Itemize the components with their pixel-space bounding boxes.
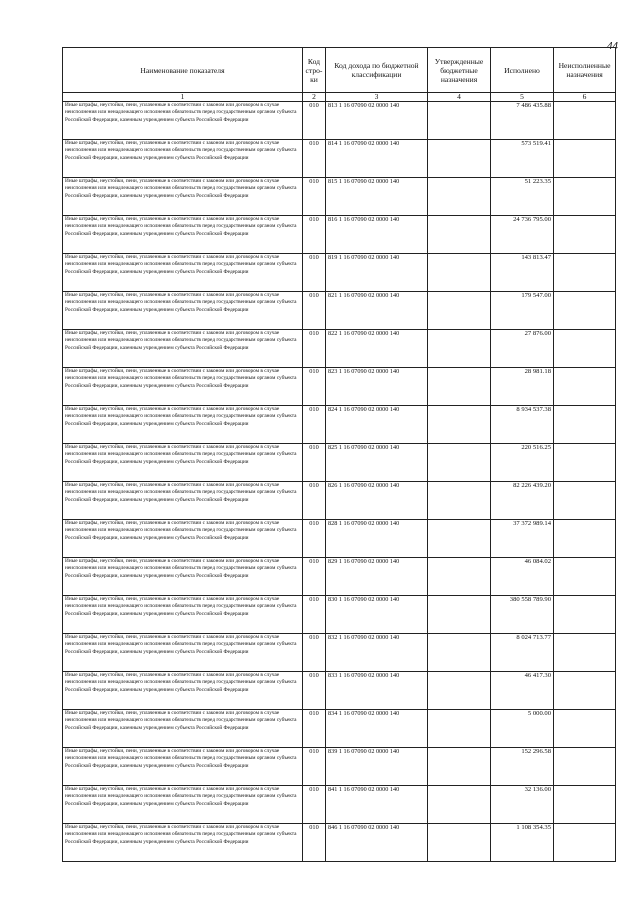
line-code-cell: 010 [303, 596, 326, 634]
indicator-name-cell: Иные штрафы, неустойки, пени, уплаченные в соответствии с законом или договором в случае неисполнения или ненадлежащего исполнения обязательств перед государственным органом субъекта Российской Федерации, казенным учреждением субъекта Российской Федерации [63, 292, 303, 330]
executed-amount-cell: 32 136.00 [491, 786, 554, 824]
line-code-cell: 010 [303, 634, 326, 672]
table-row [63, 520, 616, 558]
column-number: 2 [303, 93, 326, 102]
approved-cell [428, 292, 491, 330]
approved-cell [428, 786, 491, 824]
unexecuted-cell [554, 216, 616, 254]
income-code-cell: 815 1 16 07090 02 0000 140 [326, 178, 428, 216]
unexecuted-cell [554, 102, 616, 140]
header-unexecuted: Неисполненные назначения [554, 48, 616, 93]
indicator-name-cell: Иные штрафы, неустойки, пени, уплаченные в соответствии с законом или договором в случае неисполнения или ненадлежащего исполнения обязательств перед государственным органом субъекта Российской Федерации, казенным учреждением субъекта Российской Федерации [63, 140, 303, 178]
unexecuted-cell [554, 140, 616, 178]
approved-cell [428, 216, 491, 254]
income-code-cell: 828 1 16 07090 02 0000 140 [326, 520, 428, 558]
header-row [63, 48, 616, 93]
unexecuted-cell [554, 482, 616, 520]
indicator-name-cell: Иные штрафы, неустойки, пени, уплаченные в соответствии с законом или договором в случае неисполнения или ненадлежащего исполнения обязательств перед государственным органом субъекта Российской Федерации, казенным учреждением субъекта Российской Федерации [63, 710, 303, 748]
line-code-cell: 010 [303, 368, 326, 406]
approved-cell [428, 558, 491, 596]
approved-cell [428, 368, 491, 406]
indicator-name-cell: Иные штрафы, неустойки, пени, уплаченные в соответствии с законом или договором в случае неисполнения или ненадлежащего исполнения обязательств перед государственным органом субъекта Российской Федерации, казенным учреждением субъекта Российской Федерации [63, 330, 303, 368]
line-code-cell: 010 [303, 710, 326, 748]
income-code-cell: 816 1 16 07090 02 0000 140 [326, 216, 428, 254]
income-code-cell: 834 1 16 07090 02 0000 140 [326, 710, 428, 748]
indicator-name-cell: Иные штрафы, неустойки, пени, уплаченные в соответствии с законом или договором в случае неисполнения или ненадлежащего исполнения обязательств перед государственным органом субъекта Российской Федерации, казенным учреждением субъекта Российской Федерации [63, 748, 303, 786]
line-code-cell: 010 [303, 444, 326, 482]
executed-amount-cell: 179 547.00 [491, 292, 554, 330]
income-code-cell: 833 1 16 07090 02 0000 140 [326, 672, 428, 710]
unexecuted-cell [554, 444, 616, 482]
unexecuted-cell [554, 672, 616, 710]
line-code-cell: 010 [303, 520, 326, 558]
income-code-cell: 823 1 16 07090 02 0000 140 [326, 368, 428, 406]
executed-amount-cell: 8 024 713.77 [491, 634, 554, 672]
line-code-cell: 010 [303, 748, 326, 786]
income-code-cell: 821 1 16 07090 02 0000 140 [326, 292, 428, 330]
table-row [63, 786, 616, 824]
indicator-name-cell: Иные штрафы, неустойки, пени, уплаченные в соответствии с законом или договором в случае неисполнения или ненадлежащего исполнения обязательств перед государственным органом субъекта Российской Федерации, казенным учреждением субъекта Российской Федерации [63, 558, 303, 596]
income-code-cell: 824 1 16 07090 02 0000 140 [326, 406, 428, 444]
approved-cell [428, 748, 491, 786]
unexecuted-cell [554, 292, 616, 330]
approved-cell [428, 710, 491, 748]
executed-amount-cell: 573 519.41 [491, 140, 554, 178]
income-code-cell: 832 1 16 07090 02 0000 140 [326, 634, 428, 672]
line-code-cell: 010 [303, 140, 326, 178]
executed-amount-cell: 7 486 435.88 [491, 102, 554, 140]
table-row [63, 254, 616, 292]
line-code-cell: 010 [303, 824, 326, 862]
unexecuted-cell [554, 634, 616, 672]
executed-amount-cell: 5 000.00 [491, 710, 554, 748]
income-code-cell: 841 1 16 07090 02 0000 140 [326, 786, 428, 824]
unexecuted-cell [554, 596, 616, 634]
approved-cell [428, 406, 491, 444]
table-row [63, 140, 616, 178]
column-number-row [63, 93, 616, 102]
approved-cell [428, 634, 491, 672]
table-body [63, 102, 616, 862]
table-row [63, 748, 616, 786]
indicator-name-cell: Иные штрафы, неустойки, пени, уплаченные в соответствии с законом или договором в случае неисполнения или ненадлежащего исполнения обязательств перед государственным органом субъекта Российской Федерации, казенным учреждением субъекта Российской Федерации [63, 482, 303, 520]
table-row [63, 824, 616, 862]
table-row [63, 102, 616, 140]
indicator-name-cell: Иные штрафы, неустойки, пени, уплаченные в соответствии с законом или договором в случае неисполнения или ненадлежащего исполнения обязательств перед государственным органом субъекта Российской Федерации, казенным учреждением субъекта Российской Федерации [63, 444, 303, 482]
line-code-cell: 010 [303, 292, 326, 330]
line-code-cell: 010 [303, 254, 326, 292]
income-code-cell: 829 1 16 07090 02 0000 140 [326, 558, 428, 596]
unexecuted-cell [554, 406, 616, 444]
indicator-name-cell: Иные штрафы, неустойки, пени, уплаченные в соответствии с законом или договором в случае неисполнения или ненадлежащего исполнения обязательств перед государственным органом субъекта Российской Федерации, казенным учреждением субъекта Российской Федерации [63, 824, 303, 862]
column-number: 5 [491, 93, 554, 102]
executed-amount-cell: 1 108 354.35 [491, 824, 554, 862]
header-income-code: Код дохода по бюджетной классификации [326, 48, 428, 93]
table-row [63, 444, 616, 482]
line-code-cell: 010 [303, 178, 326, 216]
column-number: 3 [326, 93, 428, 102]
executed-amount-cell: 143 813.47 [491, 254, 554, 292]
table-row [63, 710, 616, 748]
line-code-cell: 010 [303, 330, 326, 368]
income-code-cell: 825 1 16 07090 02 0000 140 [326, 444, 428, 482]
executed-amount-cell: 27 876.00 [491, 330, 554, 368]
header-indicator-name: Наименование показателя [63, 48, 303, 93]
unexecuted-cell [554, 710, 616, 748]
column-number: 6 [554, 93, 616, 102]
unexecuted-cell [554, 520, 616, 558]
header-executed: Исполнено [491, 48, 554, 93]
income-code-cell: 814 1 16 07090 02 0000 140 [326, 140, 428, 178]
unexecuted-cell [554, 558, 616, 596]
executed-amount-cell: 46 084.02 [491, 558, 554, 596]
approved-cell [428, 330, 491, 368]
approved-cell [428, 672, 491, 710]
indicator-name-cell: Иные штрафы, неустойки, пени, уплаченные в соответствии с законом или договором в случае неисполнения или ненадлежащего исполнения обязательств перед государственным органом субъекта Российской Федерации, казенным учреждением субъекта Российской Федерации [63, 178, 303, 216]
executed-amount-cell: 220 516.25 [491, 444, 554, 482]
approved-cell [428, 824, 491, 862]
table-row [63, 634, 616, 672]
column-number: 1 [63, 93, 303, 102]
approved-cell [428, 482, 491, 520]
table-row [63, 558, 616, 596]
table-row [63, 482, 616, 520]
unexecuted-cell [554, 368, 616, 406]
line-code-cell: 010 [303, 786, 326, 824]
approved-cell [428, 140, 491, 178]
income-code-cell: 822 1 16 07090 02 0000 140 [326, 330, 428, 368]
unexecuted-cell [554, 786, 616, 824]
table-row [63, 216, 616, 254]
table-row [63, 406, 616, 444]
income-code-cell: 830 1 16 07090 02 0000 140 [326, 596, 428, 634]
column-number: 4 [428, 93, 491, 102]
approved-cell [428, 178, 491, 216]
income-code-cell: 813 1 16 07090 02 0000 140 [326, 102, 428, 140]
table-row [63, 178, 616, 216]
income-code-cell: 819 1 16 07090 02 0000 140 [326, 254, 428, 292]
table-row [63, 672, 616, 710]
indicator-name-cell: Иные штрафы, неустойки, пени, уплаченные в соответствии с законом или договором в случае неисполнения или ненадлежащего исполнения обязательств перед государственным органом субъекта Российской Федерации, казенным учреждением субъекта Российской Федерации [63, 520, 303, 558]
table-row [63, 368, 616, 406]
executed-amount-cell: 82 226 439.20 [491, 482, 554, 520]
table-row [63, 596, 616, 634]
header-approved: Утвержденные бюджетные назначения [428, 48, 491, 93]
unexecuted-cell [554, 254, 616, 292]
income-code-cell: 839 1 16 07090 02 0000 140 [326, 748, 428, 786]
executed-amount-cell: 37 372 989.14 [491, 520, 554, 558]
indicator-name-cell: Иные штрафы, неустойки, пени, уплаченные в соответствии с законом или договором в случае неисполнения или ненадлежащего исполнения обязательств перед государственным органом субъекта Российской Федерации, казенным учреждением субъекта Российской Федерации [63, 786, 303, 824]
line-code-cell: 010 [303, 216, 326, 254]
indicator-name-cell: Иные штрафы, неустойки, пени, уплаченные в соответствии с законом или договором в случае неисполнения или ненадлежащего исполнения обязательств перед государственным органом субъекта Российской Федерации, казенным учреждением субъекта Российской Федерации [63, 672, 303, 710]
line-code-cell: 010 [303, 406, 326, 444]
approved-cell [428, 254, 491, 292]
executed-amount-cell: 24 736 795.00 [491, 216, 554, 254]
executed-amount-cell: 152 296.58 [491, 748, 554, 786]
indicator-name-cell: Иные штрафы, неустойки, пени, уплаченные в соответствии с законом или договором в случае неисполнения или ненадлежащего исполнения обязательств перед государственным органом субъекта Российской Федерации, казенным учреждением субъекта Российской Федерации [63, 596, 303, 634]
approved-cell [428, 596, 491, 634]
executed-amount-cell: 380 558 789.90 [491, 596, 554, 634]
budget-execution-table [62, 47, 616, 862]
approved-cell [428, 520, 491, 558]
income-code-cell: 826 1 16 07090 02 0000 140 [326, 482, 428, 520]
indicator-name-cell: Иные штрафы, неустойки, пени, уплаченные в соответствии с законом или договором в случае неисполнения или ненадлежащего исполнения обязательств перед государственным органом субъекта Российской Федерации, казенным учреждением субъекта Российской Федерации [63, 102, 303, 140]
executed-amount-cell: 46 417.30 [491, 672, 554, 710]
indicator-name-cell: Иные штрафы, неустойки, пени, уплаченные в соответствии с законом или договором в случае неисполнения или ненадлежащего исполнения обязательств перед государственным органом субъекта Российской Федерации, казенным учреждением субъекта Российской Федерации [63, 634, 303, 672]
line-code-cell: 010 [303, 672, 326, 710]
unexecuted-cell [554, 178, 616, 216]
page-number: 44 [607, 40, 618, 52]
table-row [63, 330, 616, 368]
executed-amount-cell: 8 934 537.38 [491, 406, 554, 444]
line-code-cell: 010 [303, 102, 326, 140]
executed-amount-cell: 51 223.35 [491, 178, 554, 216]
approved-cell [428, 444, 491, 482]
indicator-name-cell: Иные штрафы, неустойки, пени, уплаченные в соответствии с законом или договором в случае неисполнения или ненадлежащего исполнения обязательств перед государственным органом субъекта Российской Федерации, казенным учреждением субъекта Российской Федерации [63, 406, 303, 444]
income-code-cell: 846 1 16 07090 02 0000 140 [326, 824, 428, 862]
line-code-cell: 010 [303, 482, 326, 520]
indicator-name-cell: Иные штрафы, неустойки, пени, уплаченные в соответствии с законом или договором в случае неисполнения или ненадлежащего исполнения обязательств перед государственным органом субъекта Российской Федерации, казенным учреждением субъекта Российской Федерации [63, 254, 303, 292]
table-row [63, 292, 616, 330]
line-code-cell: 010 [303, 558, 326, 596]
unexecuted-cell [554, 824, 616, 862]
indicator-name-cell: Иные штрафы, неустойки, пени, уплаченные в соответствии с законом или договором в случае неисполнения или ненадлежащего исполнения обязательств перед государственным органом субъекта Российской Федерации, казенным учреждением субъекта Российской Федерации [63, 368, 303, 406]
indicator-name-cell: Иные штрафы, неустойки, пени, уплаченные в соответствии с законом или договором в случае неисполнения или ненадлежащего исполнения обязательств перед государственным органом субъекта Российской Федерации, казенным учреждением субъекта Российской Федерации [63, 216, 303, 254]
header-line-code: Код стро-ки [303, 48, 326, 93]
unexecuted-cell [554, 748, 616, 786]
approved-cell [428, 102, 491, 140]
unexecuted-cell [554, 330, 616, 368]
executed-amount-cell: 28 981.18 [491, 368, 554, 406]
